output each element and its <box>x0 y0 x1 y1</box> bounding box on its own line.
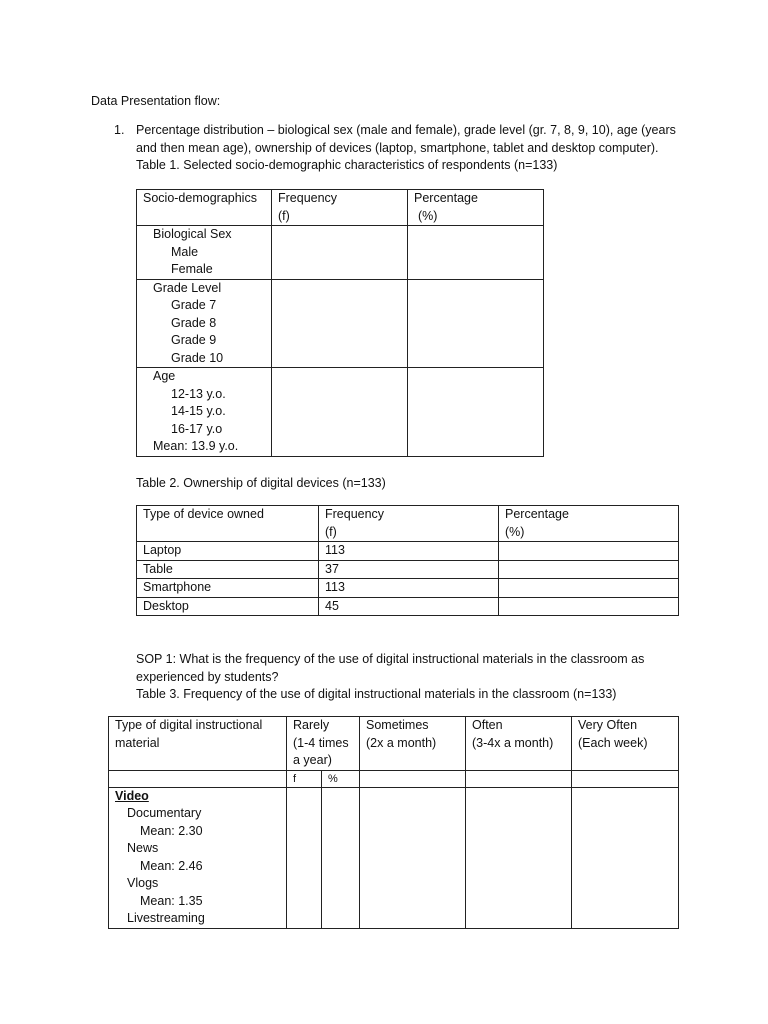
table3-cell <box>466 787 572 928</box>
table1-header-frequency: Frequency (f) <box>272 190 408 226</box>
table2-header-row <box>137 506 679 542</box>
table3-cell <box>572 787 679 928</box>
table1-cell <box>408 368 544 457</box>
table2-cell <box>499 542 679 561</box>
table1-header-percentage: Percentage (%) <box>408 190 544 226</box>
section-title-video: Video <box>115 788 149 803</box>
table2-frequency: 37 <box>319 560 499 579</box>
table3-cell <box>466 770 572 787</box>
table3-video-section: Video Documentary Mean: 2.30 News Mean: 2.46 Vlogs Mean: 1.35 Livestreaming <box>109 787 287 928</box>
table2 <box>136 505 679 616</box>
table3-caption: Table 3. Frequency of the use of digital instructional materials in the classroom (n=133) <box>136 687 617 701</box>
item1-line-1: Percentage distribution – biological sex (male and female), grade level (gr. 7, 8, 9, 10), age (years <box>136 123 676 137</box>
table-row <box>137 579 679 598</box>
table2-cell <box>499 560 679 579</box>
table3-header-row <box>109 717 679 771</box>
table1-cell <box>272 226 408 280</box>
sop1-line-2: experienced by students? <box>136 669 279 684</box>
table-row <box>137 597 679 616</box>
document-heading: Data Presentation flow: <box>91 94 221 108</box>
table3-header-very-often: Very Often (Each week) <box>572 717 679 771</box>
sop1-text <box>136 651 644 704</box>
table3-cell <box>322 787 360 928</box>
table3-subheader-f: f <box>287 770 322 787</box>
table2-header-percentage: Percentage (%) <box>499 506 679 542</box>
table1-cell <box>272 368 408 457</box>
table3-cell <box>287 787 322 928</box>
list-number: 1. <box>114 123 125 137</box>
table2-frequency: 113 <box>319 579 499 598</box>
table3-cell <box>109 770 287 787</box>
table2-device: Desktop <box>137 597 319 616</box>
table3-cell <box>572 770 679 787</box>
table1-header-socio: Socio-demographics <box>137 190 272 226</box>
table2-frequency: 45 <box>319 597 499 616</box>
table2-cell <box>499 579 679 598</box>
table2-device: Table <box>137 560 319 579</box>
table3-header-rarely: Rarely (1-4 times a year) <box>287 717 360 771</box>
table2-device: Laptop <box>137 542 319 561</box>
table2-header-device: Type of device owned <box>137 506 319 542</box>
table3-header-sometimes: Sometimes (2x a month) <box>360 717 466 771</box>
table1-header-row <box>137 190 544 226</box>
sop1-line-1: SOP 1: What is the frequency of the use of digital instructional materials in the classroom as <box>136 652 645 666</box>
table3-cell <box>360 787 466 928</box>
table3 <box>108 716 679 929</box>
table-row <box>137 368 544 457</box>
table2-frequency: 113 <box>319 542 499 561</box>
table-row <box>109 787 679 928</box>
table-row <box>137 560 679 579</box>
table3-header-often: Often (3-4x a month) <box>466 717 572 771</box>
table2-device: Smartphone <box>137 579 319 598</box>
table1-cell <box>408 279 544 368</box>
table-row <box>137 226 544 280</box>
table-row <box>137 279 544 368</box>
table1-cell <box>272 279 408 368</box>
item1-line-2: and then mean age), ownership of devices (laptop, smartphone, tablet and desktop computer). <box>136 140 659 155</box>
table1-group-grade: Grade Level Grade 7 Grade 8 Grade 9 Grade 10 <box>137 279 272 368</box>
table1 <box>136 189 544 457</box>
table2-caption: Table 2. Ownership of digital devices (n=133) <box>136 476 386 490</box>
table2-header-frequency: Frequency (f) <box>319 506 499 542</box>
table1-cell <box>408 226 544 280</box>
table3-subheader-percent: % <box>322 770 360 787</box>
table1-group-age: Age 12-13 y.o. 14-15 y.o. 16-17 y.o Mean: 13.9 y.o. <box>137 368 272 457</box>
table1-group-sex: Biological Sex Male Female <box>137 226 272 280</box>
table1-caption: Table 1. Selected socio-demographic characteristics of respondents (n=133) <box>136 158 558 172</box>
table2-cell <box>499 597 679 616</box>
table-row <box>137 542 679 561</box>
table3-subheader-row <box>109 770 679 787</box>
table3-header-type: Type of digital instructional material <box>109 717 287 771</box>
item1-text <box>136 122 676 175</box>
table3-cell <box>360 770 466 787</box>
